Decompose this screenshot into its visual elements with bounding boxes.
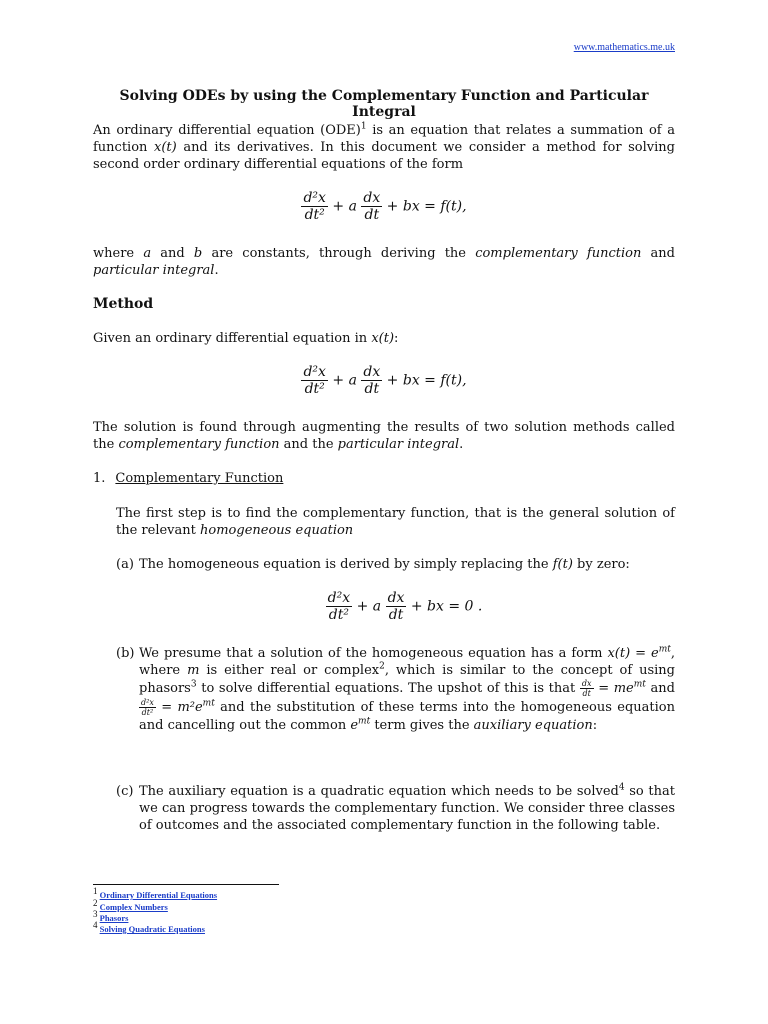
step-b: (b) We presume that a solution of the homogeneous equation has a form $x(t) = e^{mt}$, where m is either real or complex$^2$, which is similar to the concept of using phasors$^3$ to solve differential equations. The upshot of this is that $\frac{dx}{dt}$ = $me^{mt}$ and $\frac{\text{d²x}}{\text{dt²}}$ = $m^2e^{mt}$ and the substitution of these terms into the homogeneous equation and cancelling out the common $e^{mt}$ term gives the auxiliary equation:: [116, 644, 675, 733]
footnote-ref-1[interactable]: 1: [360, 121, 367, 132]
footnote-ref-2[interactable]: 2: [379, 661, 385, 672]
first-step-paragraph: The first step is to find the complementary function, that is the general solution of the relevant homogeneous equation: [116, 506, 675, 538]
constants-paragraph: where a and b are constants, through deriving the complementary function and particular integral.: [93, 246, 676, 278]
method-heading: Method: [93, 296, 154, 312]
footnote-2: $^2$ Complex Numbers: [93, 898, 168, 912]
solution-paragraph: The solution is found through augmenting the results of two solution methods called the complementary function and the particular integral.: [93, 420, 675, 452]
homogeneous-equation: $\frac{\text{d²x}}{\text{dt²}}$ + a $\frac{dx}{dt}$ + bx = 0 .: [327, 590, 483, 623]
given-paragraph: Given an ordinary differential equation in x(t):: [93, 331, 399, 346]
footnote-4: $^4$ Solving Quadratic Equations: [93, 920, 205, 934]
footnote-link-1[interactable]: Ordinary Differential Equations: [99, 890, 218, 900]
ode-equation-2: $\frac{\text{d²x}}{\text{dt²}}$ + a $\frac{dx}{dt}$ + bx = f(t),: [303, 364, 467, 397]
website-link[interactable]: www.mathematics.me.uk: [573, 42, 675, 53]
footnote-3: $^3$ Phasors: [93, 909, 129, 923]
step-a: (a) The homogeneous equation is derived by simply replacing the f(t) by zero:: [116, 557, 630, 572]
intro-paragraph: An ordinary differential equation (ODE)$^1$ is an equation that relates a summation of a function x(t) and its derivatives. In this document we consider a method for solving second order ordinary differential equations of the form: [93, 121, 675, 172]
step-c: (c) The auxiliary equation is a quadratic equation which needs to be solved$^4$ so that we can progress towards the complementary function. We consider three classes of outcomes and the associated complementary function in the following table.: [116, 782, 675, 833]
footnote-link-2[interactable]: Complex Numbers: [99, 902, 168, 912]
footnote-ref-3[interactable]: 3: [190, 679, 197, 690]
document-title: Solving ODEs by using the Complementary Function and Particular Integral: [119, 88, 649, 120]
footnote-link-3[interactable]: Phasors: [99, 913, 129, 923]
ode-equation: $\frac{\text{d²x}}{\text{dt²}}$ + a $\frac{dx}{dt}$ + bx = f(t),: [303, 190, 467, 223]
footnote-link-4[interactable]: Solving Quadratic Equations: [99, 924, 205, 934]
footnote-1: $^1$ Ordinary Differential Equations: [93, 886, 218, 900]
footnote-ref-4[interactable]: 4: [618, 782, 625, 793]
footnote-divider: [93, 884, 279, 885]
section-1-heading: 1. Complementary Function: [93, 471, 284, 486]
